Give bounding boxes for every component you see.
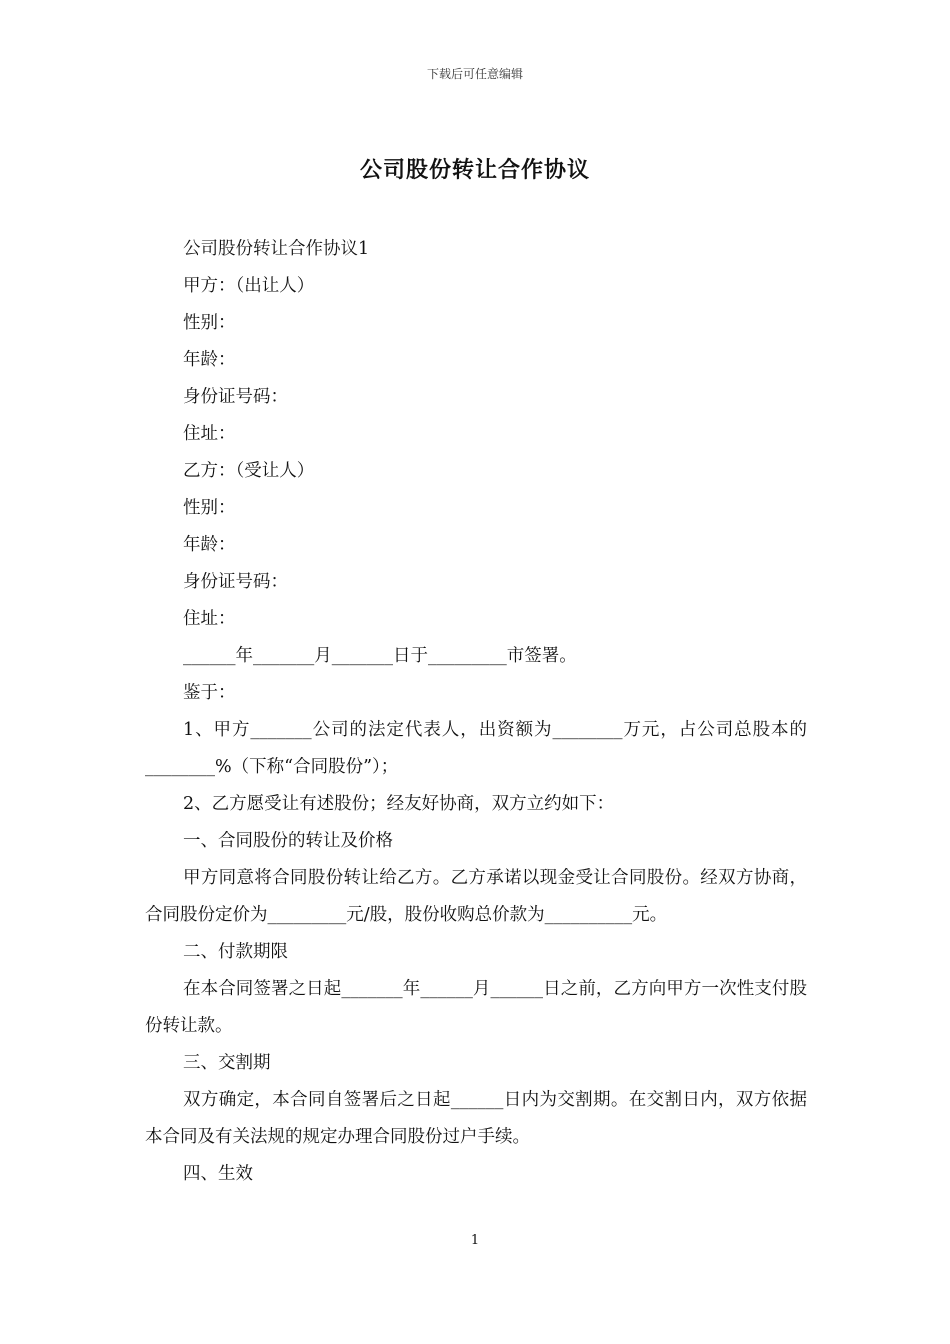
paragraph-party-a-gender: 性别： <box>183 313 236 333</box>
paragraph-party-a-id: 身份证号码： <box>183 387 288 407</box>
paragraph-party-b: 乙方：（受让人） <box>183 461 315 481</box>
paragraph-whereas-2: 2、乙方愿受让有述股份；经友好协商，双方立约如下： <box>183 794 615 814</box>
paragraph-party-b-age: 年龄： <box>183 535 236 555</box>
paragraph-party-a: 甲方：（出让人） <box>183 276 315 296</box>
paragraph-whereas: 鉴于： <box>183 683 236 703</box>
paragraph-payment-term: 在本合同签署之日起_______年______月______日之前，乙方向甲方一次性支付股份转让款。 <box>145 979 807 1036</box>
section-heading-effectiveness: 四、生效 <box>183 1164 253 1184</box>
paragraph-party-a-age: 年龄： <box>183 350 236 370</box>
paragraph-party-b-address: 住址： <box>183 609 236 629</box>
header-note: 下载后可任意编辑 <box>426 67 523 81</box>
paragraph-signing-date: ______年_______月_______日于_________市签署。 <box>183 646 577 666</box>
paragraph-party-a-address: 住址： <box>183 424 236 444</box>
section-heading-delivery-period: 三、交割期 <box>183 1053 271 1073</box>
paragraph-whereas-1: 1、甲方_______公司的法定代表人，出资额为________万元，占公司总股本的________%（下称“合同股份”）； <box>145 720 807 777</box>
paragraph-party-b-id: 身份证号码： <box>183 572 288 592</box>
section-heading-transfer-price: 一、合同股份的转让及价格 <box>183 831 393 851</box>
paragraph-transfer-price: 甲方同意将合同股份转让给乙方。乙方承诺以现金受让合同股份。经双方协商，合同股份定价为_________元/股，股份收购总价款为__________元。 <box>145 868 807 925</box>
paragraph-party-b-gender: 性别： <box>183 498 236 518</box>
document-body <box>145 231 807 1193</box>
paragraph-subtitle: 公司股份转让合作协议1 <box>183 239 370 259</box>
section-heading-payment-term: 二、付款期限 <box>183 942 288 962</box>
paragraph-delivery-period: 双方确定，本合同自签署后之日起______日内为交割期。在交割日内，双方依据本合同及有关法规的规定办理合同股份过户手续。 <box>145 1090 807 1147</box>
page-number: 1 <box>470 1233 480 1248</box>
document-title: 公司股份转让合作协议 <box>359 157 590 183</box>
